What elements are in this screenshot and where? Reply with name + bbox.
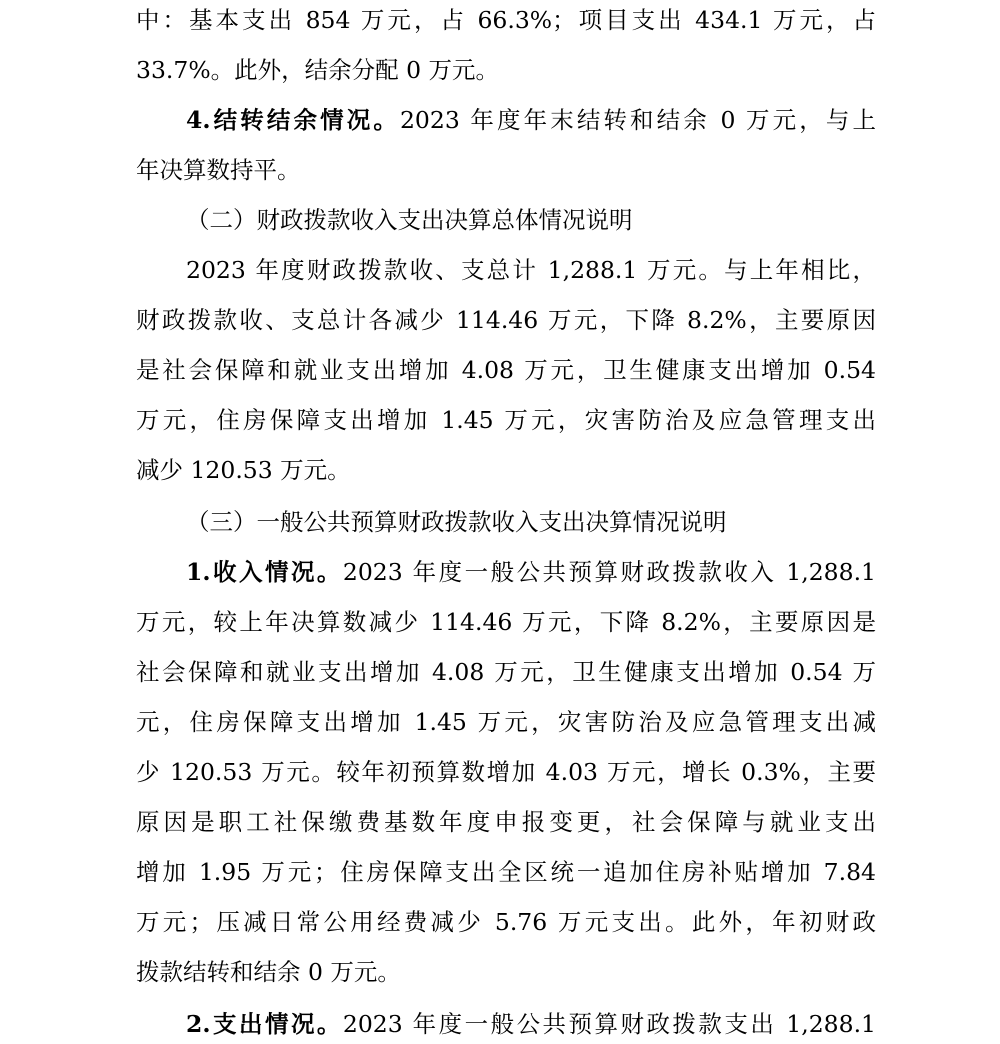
paragraph-line: 年决算数持平。 <box>136 156 301 184</box>
paragraph-line: 原因是职工社保缴费基数年度申报变更，社会保障与就业支出 <box>136 808 876 836</box>
subsection-heading-income: 1.收入情况。 <box>186 558 343 586</box>
paragraph-line: 元，住房保障支出增加 1.45 万元，灾害防治及应急管理支出减 <box>136 708 876 736</box>
paragraph-line: 减少 120.53 万元。 <box>136 456 351 484</box>
paragraph-line: 财政拨款收、支总计各减少 114.46 万元，下降 8.2%，主要原因 <box>136 306 876 334</box>
section-heading-2: （二）财政拨款收入支出决算总体情况说明 <box>186 206 633 234</box>
section-heading-4: 4.结转结余情况。 <box>186 106 400 134</box>
paragraph-line: 拨款结转和结余 0 万元。 <box>136 958 401 986</box>
paragraph-line: 社会保障和就业支出增加 4.08 万元，卫生健康支出增加 0.54 万 <box>136 658 876 686</box>
paragraph-line: 中：基本支出 854 万元，占 66.3%；项目支出 434.1 万元，占 <box>136 6 876 34</box>
paragraph-line: 33.7%。此外，结余分配 0 万元。 <box>136 56 500 84</box>
paragraph-line: 是社会保障和就业支出增加 4.08 万元，卫生健康支出增加 0.54 <box>136 356 876 384</box>
subsection-heading-expenditure: 2.支出情况。 <box>186 1010 343 1038</box>
paragraph-line: 2023 年度财政拨款收、支总计 1,288.1 万元。与上年相比， <box>186 256 876 284</box>
paragraph-line: 万元，住房保障支出增加 1.45 万元，灾害防治及应急管理支出 <box>136 406 876 434</box>
section-heading-3: （三）一般公共预算财政拨款收入支出决算情况说明 <box>186 508 727 536</box>
paragraph-line: 增加 1.95 万元；住房保障支出全区统一追加住房补贴增加 7.84 <box>136 858 876 886</box>
paragraph-line: 4.结转结余情况。2023 年度年末结转和结余 0 万元，与上 <box>186 106 876 134</box>
paragraph-line: 2.支出情况。2023 年度一般公共预算财政拨款支出 1,288.1 <box>186 1010 876 1038</box>
paragraph-line: 万元；压减日常公用经费减少 5.76 万元支出。此外，年初财政 <box>136 908 876 936</box>
paragraph-line: 万元，较上年决算数减少 114.46 万元，下降 8.2%，主要原因是 <box>136 608 876 636</box>
paragraph-line: 1.收入情况。2023 年度一般公共预算财政拨款收入 1,288.1 <box>186 558 876 586</box>
paragraph-line: 少 120.53 万元。较年初预算数增加 4.03 万元，增长 0.3%，主要 <box>136 758 876 786</box>
